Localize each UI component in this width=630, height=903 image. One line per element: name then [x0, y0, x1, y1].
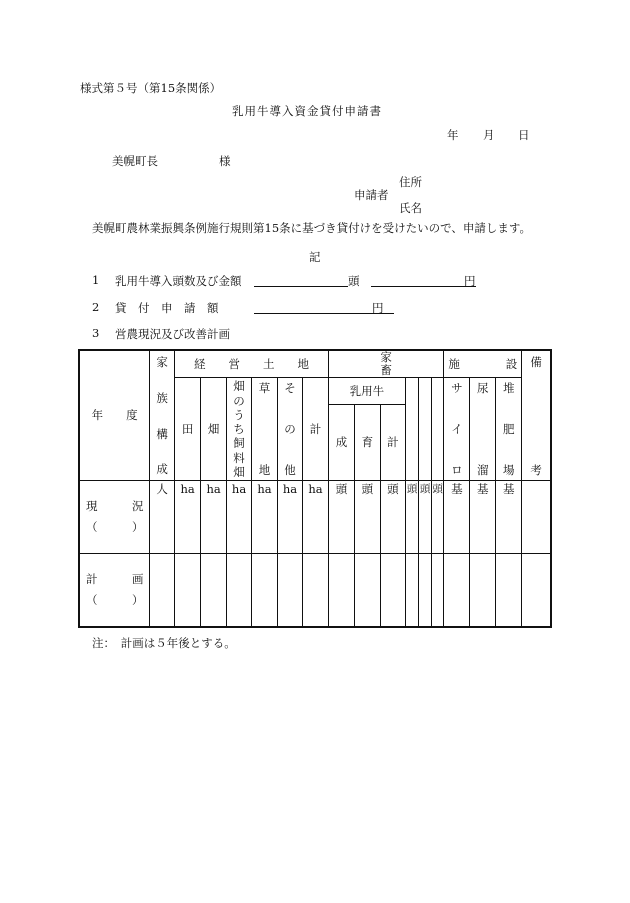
- body-text: 美幌町農林業振興条例施行規則第15条に基づき貸付けを受けたいので、申請します。: [92, 221, 531, 235]
- document-title: 乳用牛導入資金貸付申請書: [232, 104, 382, 118]
- unit-facility-silo[interactable]: 基: [444, 481, 470, 554]
- plan-livestock-3[interactable]: [431, 554, 444, 627]
- facility-col-compost: 堆 肥 場: [496, 378, 522, 481]
- livestock-col-blank-2: [419, 378, 431, 481]
- date-year-label: 年: [447, 128, 459, 142]
- addressee-honorific: 様: [219, 154, 231, 168]
- unit-livestock-3[interactable]: 頭: [431, 481, 444, 554]
- remarks-current[interactable]: [522, 481, 551, 554]
- year-header: 年 度: [79, 350, 150, 481]
- table-row-current: [79, 481, 551, 554]
- facility-col-silo: サ イ ロ: [444, 378, 470, 481]
- unit-land-rice[interactable]: ha: [175, 481, 201, 554]
- land-col-field: 畑: [201, 378, 227, 481]
- facility-col-urine-tank: 尿 溜: [470, 378, 496, 481]
- ki-label: 記: [309, 250, 321, 264]
- plan-land-grass[interactable]: [252, 554, 278, 627]
- unit-dairy-young[interactable]: 頭: [354, 481, 380, 554]
- item-1-head-unit: 頭: [348, 274, 360, 288]
- plan-land-other[interactable]: [278, 554, 303, 627]
- footnote: 注： 計画は５年後とする。: [92, 636, 236, 650]
- plan-livestock-1[interactable]: [405, 554, 419, 627]
- unit-livestock-2[interactable]: 頭: [419, 481, 431, 554]
- item-2-number: 2: [92, 300, 100, 314]
- item-2-yen-unit: 円: [372, 301, 384, 315]
- land-col-other: そ の 他: [278, 378, 303, 481]
- unit-dairy-total[interactable]: 頭: [380, 481, 405, 554]
- name-label: 氏名: [399, 201, 422, 215]
- dairy-group-header: 乳用牛: [328, 378, 405, 405]
- dairy-col-young: 育: [354, 405, 380, 481]
- land-col-rice: 田: [175, 378, 201, 481]
- plan-land-feed[interactable]: [227, 554, 252, 627]
- item-3-label: 営農現況及び改善計画: [115, 327, 230, 341]
- plan-dairy-young[interactable]: [354, 554, 380, 627]
- unit-dairy-adult[interactable]: 頭: [328, 481, 354, 554]
- unit-facility-urine[interactable]: 基: [470, 481, 496, 554]
- unit-land-grass[interactable]: ha: [252, 481, 278, 554]
- plan-dairy-total[interactable]: [380, 554, 405, 627]
- item-1-yen-unit: 円: [464, 274, 476, 288]
- unit-facility-compost[interactable]: 基: [496, 481, 522, 554]
- land-group-header: 経 営 土 地: [175, 350, 329, 378]
- unit-land-feed[interactable]: ha: [227, 481, 252, 554]
- remarks-plan[interactable]: [522, 554, 551, 627]
- unit-family: 人: [150, 481, 175, 554]
- land-col-total: 計: [302, 378, 328, 481]
- livestock-group-header: 家 畜: [328, 350, 443, 378]
- plan-facility-urine[interactable]: [470, 554, 496, 627]
- plan-family[interactable]: [150, 554, 175, 627]
- item-1-number: 1: [92, 273, 100, 287]
- unit-land-total[interactable]: ha: [302, 481, 328, 554]
- plan-dairy-adult[interactable]: [328, 554, 354, 627]
- land-col-grassland: 草 地: [252, 378, 278, 481]
- remarks-header: 備 考: [522, 350, 551, 481]
- land-col-feed-field: 畑 の う ち 飼 料 畑: [227, 378, 252, 481]
- item-1-head-count-line: [254, 286, 348, 287]
- plan-livestock-2[interactable]: [419, 554, 431, 627]
- item-2-label: 貸 付 申 請 額: [115, 301, 219, 315]
- row-plan-header: 計 画 （ ）: [79, 554, 150, 627]
- plan-facility-compost[interactable]: [496, 554, 522, 627]
- dairy-col-total: 計: [380, 405, 405, 481]
- plan-land-rice[interactable]: [175, 554, 201, 627]
- family-header: 家 族 構 成: [150, 350, 175, 481]
- date-day-label: 日: [518, 128, 530, 142]
- farm-plan-table: [78, 349, 552, 628]
- plan-land-total[interactable]: [302, 554, 328, 627]
- unit-land-field[interactable]: ha: [201, 481, 227, 554]
- plan-facility-silo[interactable]: [444, 554, 470, 627]
- address-label: 住所: [399, 175, 422, 189]
- plan-land-field[interactable]: [201, 554, 227, 627]
- row-current-header: 現 況 （ ）: [79, 481, 150, 554]
- applicant-label: 申請者: [354, 188, 389, 202]
- livestock-col-blank-3: [431, 378, 444, 481]
- unit-land-other[interactable]: ha: [278, 481, 303, 554]
- addressee-name: 美幌町長: [112, 154, 158, 168]
- dairy-col-adult: 成: [328, 405, 354, 481]
- item-1-amount-line: [371, 286, 476, 287]
- unit-livestock-1[interactable]: 頭: [405, 481, 419, 554]
- date-month-label: 月: [483, 128, 495, 142]
- livestock-col-blank-1: [405, 378, 419, 481]
- facility-group-header: 施 設: [444, 350, 522, 378]
- form-number: 様式第５号（第15条関係）: [80, 81, 222, 95]
- item-1-label: 乳用牛導入頭数及び金額: [115, 274, 242, 288]
- table-row-plan: [79, 554, 551, 627]
- item-3-number: 3: [92, 326, 100, 340]
